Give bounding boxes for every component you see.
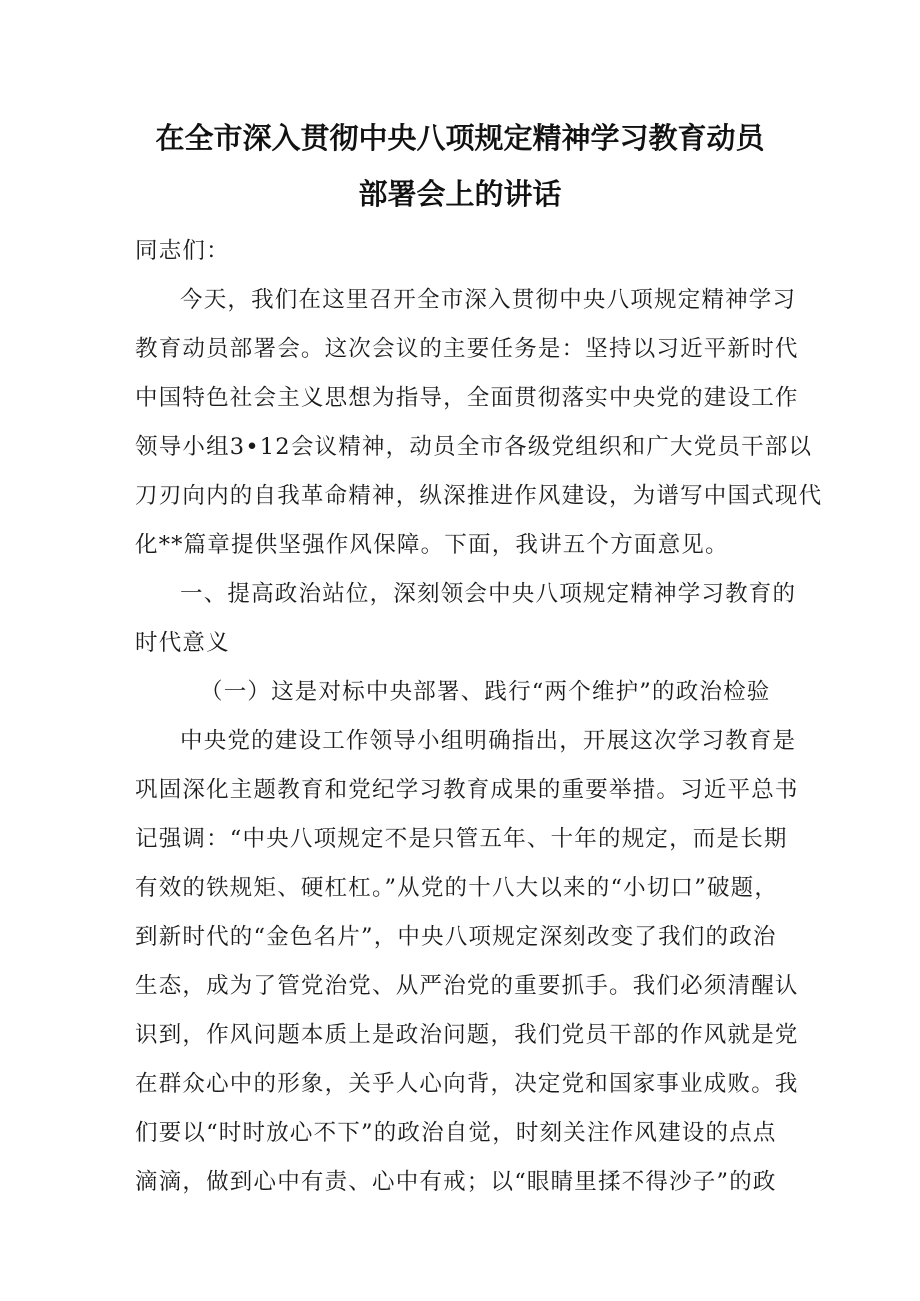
document-title-line-2: 部署会上的讲话 xyxy=(358,177,562,211)
body-line: 中央党的建设工作领导小组明确指出，开展这次学习教育是 xyxy=(180,728,797,754)
section-heading: 一、提高政治站位，深刻领会中央八项规定精神学习教育的 xyxy=(180,581,797,607)
body-line: 滴滴，做到心中有责、心中有戒；以“眼睛里揉不得沙子”的政 xyxy=(135,1169,777,1195)
body-line: 教育动员部署会。这次会议的主要任务是：坚持以习近平新时代 xyxy=(135,336,799,362)
body-line: 到新时代的“金色名片”，中央八项规定深刻改变了我们的政治 xyxy=(135,924,777,950)
document-title-line-1: 在全市深入贯彻中央八项规定精神学习教育动员 xyxy=(155,121,765,155)
body-line: 记强调：“中央八项规定不是只管五年、十年的规定，而是长期 xyxy=(135,826,788,852)
body-line: 们要以“时时放心不下”的政治自觉，时刻关注作风建设的点点 xyxy=(135,1120,777,1146)
body-line: 生态，成为了管党治党、从严治党的重要抓手。我们必须清醒认 xyxy=(135,973,799,999)
body-line: 在群众心中的形象，关乎人心向背，决定党和国家事业成败。我 xyxy=(135,1071,799,1097)
salutation: 同志们： xyxy=(135,238,230,264)
body-line: 有效的铁规矩、硬杠杠。”从党的十八大以来的“小切口”破题， xyxy=(135,875,779,901)
body-line: 今天，我们在这里召开全市深入贯彻中央八项规定精神学习 xyxy=(180,287,797,313)
body-line: 刀刃向内的自我革命精神，纵深推进作风建设，为谱写中国式现代 xyxy=(135,483,823,509)
body-line: 巩固深化主题教育和党纪学习教育成果的重要举措。习近平总书 xyxy=(135,777,799,803)
section-heading: 时代意义 xyxy=(135,630,230,656)
body-line: 中国特色社会主义思想为指导，全面贯彻落实中央党的建设工作 xyxy=(135,385,799,411)
subsection-heading: （一）这是对标中央部署、践行“两个维护”的政治检验 xyxy=(200,679,771,705)
body-line: 识到，作风问题本质上是政治问题，我们党员干部的作风就是党 xyxy=(135,1022,799,1048)
body-line: 化**篇章提供坚强作风保障。下面，我讲五个方面意见。 xyxy=(135,532,729,558)
body-line: 领导小组3•12会议精神，动员全市各级党组织和广大党员干部以 xyxy=(135,434,813,460)
